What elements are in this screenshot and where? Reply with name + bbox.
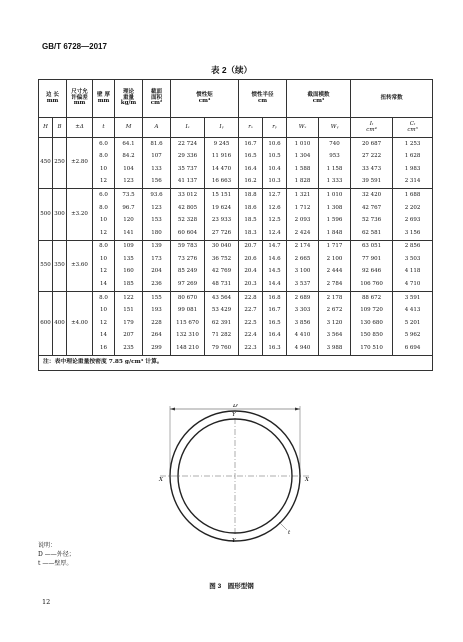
- table-cell: 36 752: [205, 253, 239, 266]
- table-cell: 12: [93, 227, 115, 240]
- table-cell: 1 596: [319, 215, 351, 228]
- table-cell: 15 151: [205, 189, 239, 202]
- legend-item: t ——壁厚。: [38, 560, 73, 567]
- table-cell: 8.0: [93, 240, 115, 253]
- table-cell: 16.4: [239, 163, 263, 176]
- table-row: [39, 215, 433, 228]
- table-cell: 20.4: [239, 266, 263, 279]
- table-cell: 179: [115, 317, 143, 330]
- table-row: [39, 343, 433, 356]
- table-cell: 64.1: [115, 138, 143, 151]
- table-cell: 2 693: [393, 215, 433, 228]
- table-row: [39, 227, 433, 240]
- table-cell: 22.8: [239, 292, 263, 305]
- table-cell: 73 276: [171, 253, 205, 266]
- table-cell: 1 304: [287, 151, 319, 164]
- table-cell: 2 689: [287, 292, 319, 305]
- table-row: [39, 189, 433, 202]
- figure-legend: [38, 541, 75, 568]
- table-cell: 10.3: [263, 176, 287, 189]
- table-cell: 3 988: [319, 343, 351, 356]
- table-cell: 3 856: [287, 317, 319, 330]
- column-symbol: rₓ: [239, 118, 263, 138]
- table-cell: 3 503: [393, 253, 433, 266]
- table-cell: 20.3: [239, 279, 263, 292]
- table-cell: 1 717: [319, 240, 351, 253]
- table-cell: 132 310: [171, 330, 205, 343]
- table-cell: 63 051: [351, 240, 393, 253]
- table-cell: 16.3: [263, 343, 287, 356]
- table-cell: 18.8: [239, 189, 263, 202]
- table-cell: 2 784: [319, 279, 351, 292]
- table-cell: 2 672: [319, 305, 351, 318]
- table-cell: 4 940: [287, 343, 319, 356]
- table-cell: 93.6: [143, 189, 171, 202]
- table-cell: 1 588: [287, 163, 319, 176]
- table-cell: 122: [115, 292, 143, 305]
- table-cell: 12.4: [263, 227, 287, 240]
- table-cell: 23 933: [205, 215, 239, 228]
- table-note: 注：表中理论重量按密度 7.85 g/cm³ 计算。: [39, 356, 433, 371]
- table-cell: 42 769: [205, 266, 239, 279]
- table-cell: 8.0: [93, 151, 115, 164]
- table-cell: 10: [93, 215, 115, 228]
- table-cell: 180: [143, 227, 171, 240]
- table-cell: 20 687: [351, 138, 393, 151]
- table-cell: 106 760: [351, 279, 393, 292]
- table-cell: 12.7: [263, 189, 287, 202]
- label-y-top: Y: [232, 412, 236, 418]
- table-cell: 12.6: [263, 202, 287, 215]
- table-cell: 1 688: [393, 189, 433, 202]
- label-D: D: [233, 404, 238, 409]
- table-cell: 10: [93, 305, 115, 318]
- table-cell: 2 100: [319, 253, 351, 266]
- table-cell: 3 120: [319, 317, 351, 330]
- table-cell: 42 767: [351, 202, 393, 215]
- table-cell: 18.5: [239, 215, 263, 228]
- column-symbol: M: [115, 118, 143, 138]
- table-cell: 10: [93, 253, 115, 266]
- table-cell: 204: [143, 266, 171, 279]
- table-row: [39, 240, 433, 253]
- table-cell: 4 118: [393, 266, 433, 279]
- table-cell: 1 712: [287, 202, 319, 215]
- figure-caption: 图 3 圆形型钢: [209, 583, 254, 590]
- table-cell: 207: [115, 330, 143, 343]
- table-cell: 22.4: [239, 330, 263, 343]
- table-cell: 107: [143, 151, 171, 164]
- table-cell: 104: [115, 163, 143, 176]
- table-cell: 2 174: [287, 240, 319, 253]
- column-header: 扭转常数: [351, 80, 433, 118]
- column-symbol: Wᵧ: [319, 118, 351, 138]
- table-cell: 150 850: [351, 330, 393, 343]
- table-cell: 6.0: [93, 189, 115, 202]
- table-cell: 43 564: [205, 292, 239, 305]
- table-cell: 16.5: [239, 151, 263, 164]
- table-cell: 6.0: [93, 138, 115, 151]
- table-cell: 52 328: [171, 215, 205, 228]
- table-cell: 84.2: [115, 151, 143, 164]
- table-cell: 1 010: [287, 138, 319, 151]
- group-h: 500: [39, 189, 53, 240]
- column-symbol: t: [93, 118, 115, 138]
- group-h: 450: [39, 138, 53, 189]
- table-cell: 156: [143, 176, 171, 189]
- table-cell: 3 591: [393, 292, 433, 305]
- table-cell: 185: [115, 279, 143, 292]
- table-cell: 4 413: [393, 305, 433, 318]
- table-row: [39, 176, 433, 189]
- table-cell: 10.6: [263, 138, 287, 151]
- table-cell: 22.5: [239, 317, 263, 330]
- table-caption: 表 2（续）: [210, 65, 253, 75]
- table-cell: 12: [93, 317, 115, 330]
- table-cell: 139: [143, 240, 171, 253]
- table-cell: 2 444: [319, 266, 351, 279]
- column-header: 尺寸允 许偏差 mm: [67, 80, 93, 118]
- table-cell: 1 983: [393, 163, 433, 176]
- table-row: [39, 330, 433, 343]
- table-cell: 2 314: [393, 176, 433, 189]
- table-cell: 1 848: [319, 227, 351, 240]
- table-row: [39, 138, 433, 151]
- column-header: 截面模数 cm³: [287, 80, 351, 118]
- table-cell: 18.3: [239, 227, 263, 240]
- table-cell: 16: [93, 343, 115, 356]
- label-x-right: X: [305, 477, 309, 483]
- table-cell: 4 710: [393, 279, 433, 292]
- table-cell: 60 604: [171, 227, 205, 240]
- table-cell: 20.6: [239, 253, 263, 266]
- group-h: 550: [39, 240, 53, 291]
- table-cell: 3 564: [319, 330, 351, 343]
- table-cell: 16.5: [263, 317, 287, 330]
- table-cell: 27 726: [205, 227, 239, 240]
- table-cell: 8.0: [93, 292, 115, 305]
- table-cell: 109 720: [351, 305, 393, 318]
- table-cell: 12.5: [263, 215, 287, 228]
- column-header: 边 长 mm: [39, 80, 67, 118]
- table-cell: 235: [115, 343, 143, 356]
- column-symbol: Wₓ: [287, 118, 319, 138]
- table-cell: 16.8: [263, 292, 287, 305]
- table-cell: 135: [115, 253, 143, 266]
- table-cell: 123: [115, 176, 143, 189]
- table-cell: 14: [93, 330, 115, 343]
- table-cell: 35 737: [171, 163, 205, 176]
- table-cell: 16.7: [263, 305, 287, 318]
- table-cell: 5 201: [393, 317, 433, 330]
- table-cell: 193: [143, 305, 171, 318]
- standard-number: GB/T 6728—2017: [42, 42, 107, 51]
- table-row: [39, 305, 433, 318]
- table-cell: 81.6: [143, 138, 171, 151]
- table-cell: 22 724: [171, 138, 205, 151]
- table-cell: 155: [143, 292, 171, 305]
- label-y-bottom: Y: [232, 538, 236, 544]
- table-cell: 32 420: [351, 189, 393, 202]
- table-cell: 62 391: [205, 317, 239, 330]
- table-row: [39, 253, 433, 266]
- round-section-drawing: [155, 404, 315, 544]
- table-cell: 85 249: [171, 266, 205, 279]
- table-cell: 62 581: [351, 227, 393, 240]
- table-cell: 3 303: [287, 305, 319, 318]
- table-cell: 120: [115, 215, 143, 228]
- table-row: [39, 163, 433, 176]
- column-symbol: B: [53, 118, 67, 138]
- table-cell: 14.5: [263, 266, 287, 279]
- table-row: [39, 292, 433, 305]
- table-cell: 1 828: [287, 176, 319, 189]
- table-cell: 160: [115, 266, 143, 279]
- table-cell: 12: [93, 266, 115, 279]
- column-header: 惯性矩 cm⁴: [171, 80, 239, 118]
- column-symbol: Iₜ cm⁴: [351, 118, 393, 138]
- table-cell: 16 663: [205, 176, 239, 189]
- table-cell: 236: [143, 279, 171, 292]
- column-symbol: A: [143, 118, 171, 138]
- column-header: 理论 重量 kg/m: [115, 80, 143, 118]
- group-tol: ±3.60: [67, 240, 93, 291]
- table-cell: 173: [143, 253, 171, 266]
- table-cell: 3 100: [287, 266, 319, 279]
- column-symbol: H: [39, 118, 53, 138]
- round-section-figure: [155, 404, 315, 544]
- table-cell: 4 410: [287, 330, 319, 343]
- group-tol: ±4.00: [67, 292, 93, 356]
- table-cell: 148 210: [171, 343, 205, 356]
- table-cell: 16.4: [263, 330, 287, 343]
- table-cell: 33 473: [351, 163, 393, 176]
- table-cell: 299: [143, 343, 171, 356]
- table-cell: 264: [143, 330, 171, 343]
- table-cell: 73.5: [115, 189, 143, 202]
- group-tol: ±3.20: [67, 189, 93, 240]
- table-cell: 16.2: [239, 176, 263, 189]
- table-cell: 96.7: [115, 202, 143, 215]
- table-cell: 79 760: [205, 343, 239, 356]
- table-cell: 16.7: [239, 138, 263, 151]
- table-row: [39, 151, 433, 164]
- table-cell: 2 424: [287, 227, 319, 240]
- table-cell: 14.6: [263, 253, 287, 266]
- table-cell: 151: [115, 305, 143, 318]
- column-symbol: Iₓ: [171, 118, 205, 138]
- table-cell: 53 429: [205, 305, 239, 318]
- table-row: [39, 202, 433, 215]
- column-symbol: ±Δ: [67, 118, 93, 138]
- table-cell: 228: [143, 317, 171, 330]
- column-header: 截面 面积 cm²: [143, 80, 171, 118]
- table-cell: 41 137: [171, 176, 205, 189]
- table-cell: 141: [115, 227, 143, 240]
- table-cell: 109: [115, 240, 143, 253]
- table-cell: 1 308: [319, 202, 351, 215]
- table-cell: 133: [143, 163, 171, 176]
- table-cell: 10.4: [263, 163, 287, 176]
- table-cell: 1 158: [319, 163, 351, 176]
- table-cell: 22.7: [239, 305, 263, 318]
- group-b: 350: [53, 240, 67, 291]
- table-row: [39, 279, 433, 292]
- column-symbol: rᵧ: [263, 118, 287, 138]
- table-cell: 52 736: [351, 215, 393, 228]
- table-cell: 20.7: [239, 240, 263, 253]
- table-cell: 30 040: [205, 240, 239, 253]
- table-cell: 170 510: [351, 343, 393, 356]
- table-cell: 153: [143, 215, 171, 228]
- column-header: 惯性半径 cm: [239, 80, 287, 118]
- table-cell: 10.5: [263, 151, 287, 164]
- column-header: 壁 厚 mm: [93, 80, 115, 118]
- table-cell: 14 470: [205, 163, 239, 176]
- table-cell: 5 962: [393, 330, 433, 343]
- table-cell: 18.6: [239, 202, 263, 215]
- page-number: 12: [42, 598, 51, 606]
- column-symbol: Cₜ cm³: [393, 118, 433, 138]
- table-cell: 115 670: [171, 317, 205, 330]
- table-cell: 29 336: [171, 151, 205, 164]
- table-cell: 42 805: [171, 202, 205, 215]
- legend-item: D ——外径；: [38, 551, 75, 558]
- group-b: 400: [53, 292, 67, 356]
- table-cell: 71 282: [205, 330, 239, 343]
- table-cell: 2 202: [393, 202, 433, 215]
- group-tol: ±2.80: [67, 138, 93, 189]
- table-cell: 59 783: [171, 240, 205, 253]
- table-cell: 8.0: [93, 202, 115, 215]
- table-cell: 27 222: [351, 151, 393, 164]
- table-cell: 953: [319, 151, 351, 164]
- legend-title: 说明：: [38, 542, 57, 549]
- group-b: 250: [53, 138, 67, 189]
- table-cell: 11 916: [205, 151, 239, 164]
- table-cell: 1 321: [287, 189, 319, 202]
- table-cell: 88 672: [351, 292, 393, 305]
- table-cell: 6 694: [393, 343, 433, 356]
- table-cell: 1 628: [393, 151, 433, 164]
- section-properties-table: [38, 79, 433, 371]
- table-cell: 22.3: [239, 343, 263, 356]
- table-cell: 14.4: [263, 279, 287, 292]
- table-row: [39, 317, 433, 330]
- table-cell: 14.7: [263, 240, 287, 253]
- table-cell: 123: [143, 202, 171, 215]
- table-cell: 97 269: [171, 279, 205, 292]
- table-cell: 48 731: [205, 279, 239, 292]
- table-cell: 1 333: [319, 176, 351, 189]
- table-cell: 2 093: [287, 215, 319, 228]
- table-cell: 9 245: [205, 138, 239, 151]
- table-cell: 12: [93, 176, 115, 189]
- table-cell: 130 680: [351, 317, 393, 330]
- table-cell: 80 670: [171, 292, 205, 305]
- table-cell: 33 012: [171, 189, 205, 202]
- table-cell: 3 537: [287, 279, 319, 292]
- table-cell: 740: [319, 138, 351, 151]
- table-cell: 1 010: [319, 189, 351, 202]
- table-row: [39, 266, 433, 279]
- table-cell: 99 081: [171, 305, 205, 318]
- label-x-left: X: [159, 477, 163, 483]
- group-h: 600: [39, 292, 53, 356]
- column-symbol: Iᵧ: [205, 118, 239, 138]
- table-cell: 92 646: [351, 266, 393, 279]
- label-t: t: [288, 530, 291, 536]
- table-cell: 2 178: [319, 292, 351, 305]
- table-cell: 39 591: [351, 176, 393, 189]
- table-cell: 2 665: [287, 253, 319, 266]
- table-cell: 10: [93, 163, 115, 176]
- table-cell: 77 901: [351, 253, 393, 266]
- table-cell: 14: [93, 279, 115, 292]
- table-cell: 1 253: [393, 138, 433, 151]
- table-cell: 3 156: [393, 227, 433, 240]
- group-b: 300: [53, 189, 67, 240]
- table-cell: 19 624: [205, 202, 239, 215]
- table-cell: 2 856: [393, 240, 433, 253]
